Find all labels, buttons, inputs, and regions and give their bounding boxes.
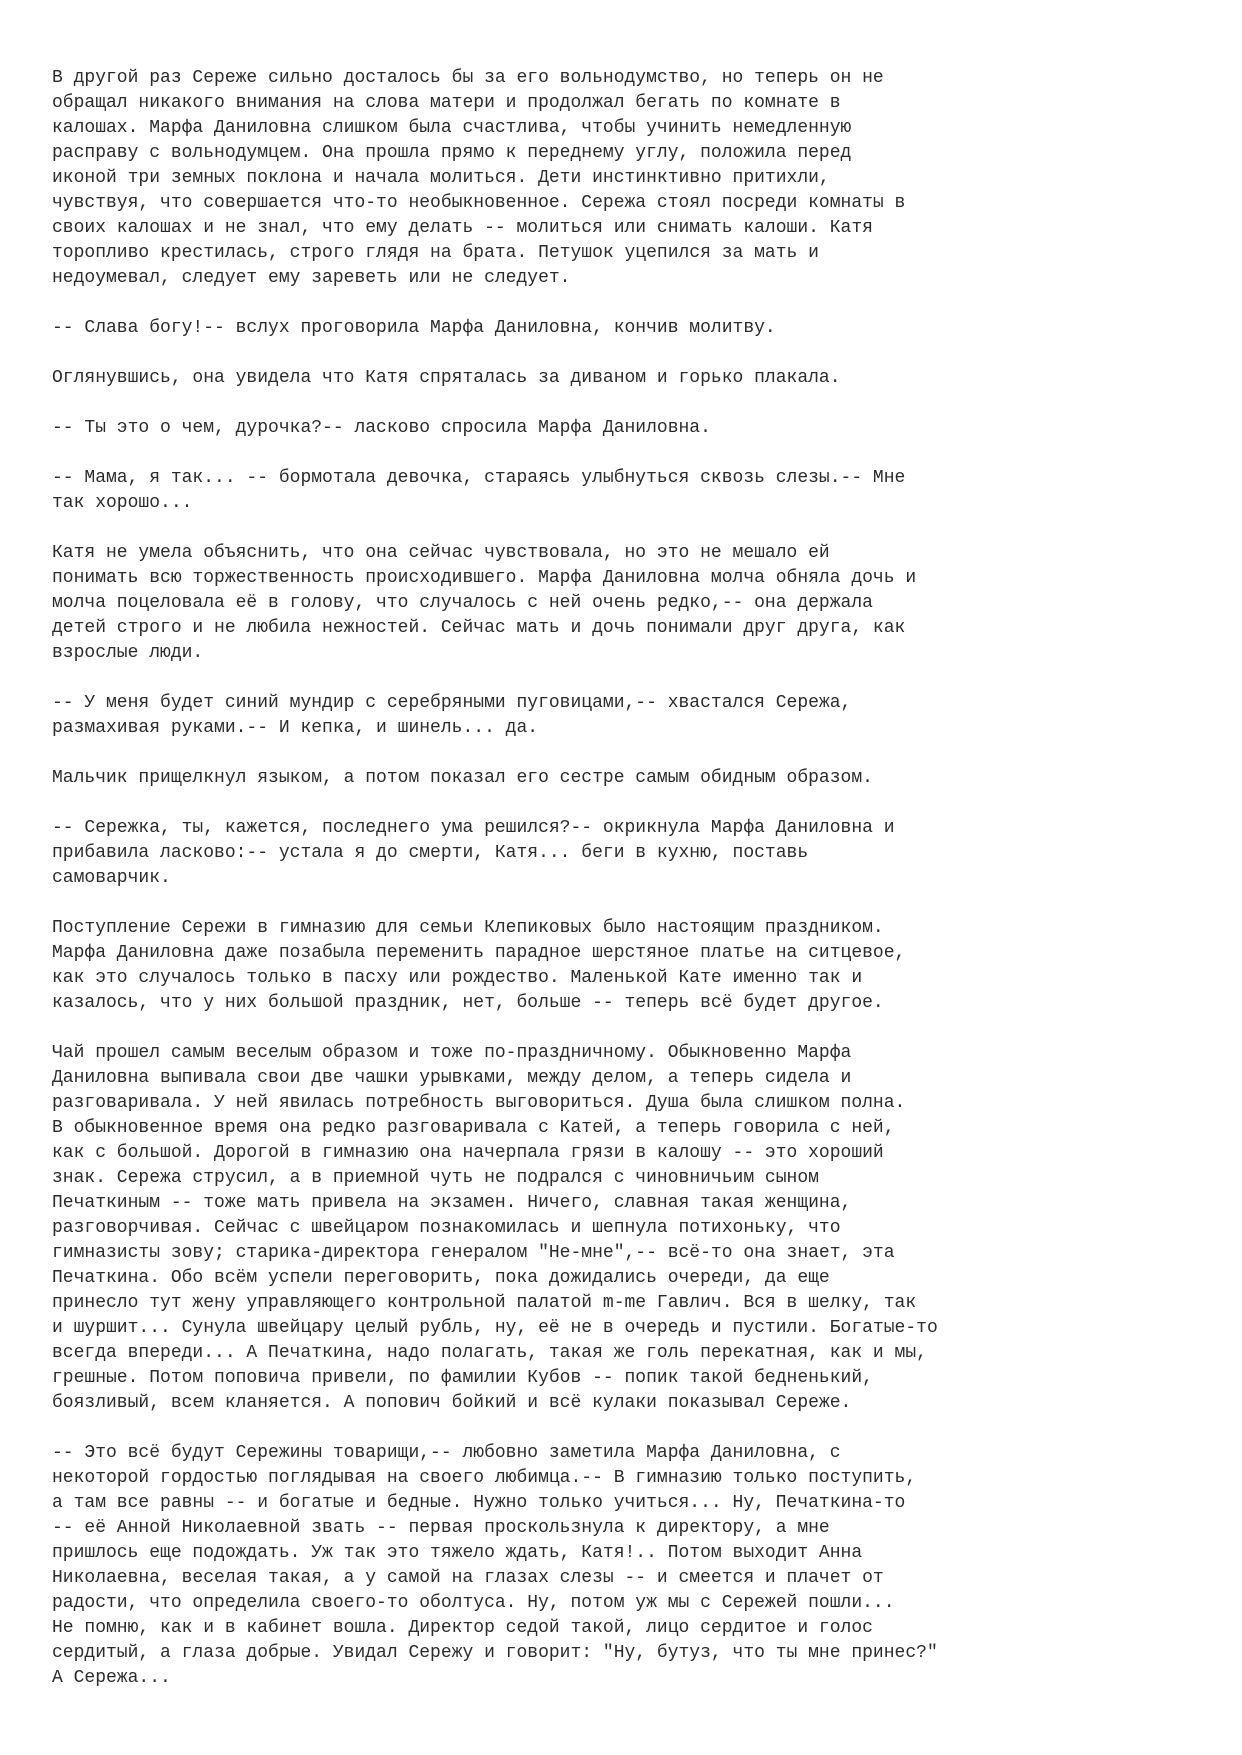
paragraph: Катя не умела объяснить, что она сейчас чувствовала, но это не мешало ей понимать всю торжественность происходившего. Марфа Даниловна молча обняла дочь и молча поцеловала её в голову, что случалось с ней очень редко,-- она держала детей строго и не любила нежностей. Сейчас мать и дочь понимали друг друга, как взрослые люди. [52, 543, 917, 663]
paragraph: Мальчик прищелкнул языком, а потом показал его сестре самым обидным образом. [52, 768, 873, 788]
paragraph: -- Ты это о чем, дурочка?-- ласково спросила Марфа Даниловна. [52, 418, 711, 438]
paragraph: -- У меня будет синий мундир с серебряными пуговицами,-- хвастался Сережа, размахивая руками.-- И кепка, и шинель... да. [52, 693, 852, 738]
paragraph: Чай прошел самым веселым образом и тоже по-праздничному. Обыкновенно Марфа Даниловна выпивала свои две чашки урывками, между делом, а теперь сидела и разговаривала. У ней явилась потребность выговориться. Душа была слишком полна. В обыкновенное время она редко разговаривала с Катей, а теперь говорила с ней, как с большой. Дорогой в гимназию она начерпала грязи в калошу -- это хороший знак. Сережа струсил, а в приемной чуть не подрался с чиновничьим сыном Печаткиным -- тоже мать привела на экзамен. Ничего, славная такая женщина, разговорчивая. Сейчас с швейцаром познакомилась и шепнула потихоньку, что гимназисты зову; старика-директора генералом "Не-мне",-- всё-то она знает, эта Печаткина. Обо всём успели переговорить, пока дожидались очереди, да еще принесло тут жену управляющего контрольной палатой m-me Гавлич. Вся в шелку, так и шуршит... Сунула швейцару целый рубль, ну, её не в очередь и пустили. Богатые-то всегда впереди... А Печаткина, надо полагать, такая же голь перекатная, как и мы, грешные. Потом поповича привели, по фамилии Кубов -- попик такой бедненький, боязливый, всем кланяется. А попович бойкий и всё кулаки показывал Сереже. [52, 1043, 938, 1413]
document-page [52, 66, 1212, 1716]
paragraph: -- Это всё будут Сережины товарищи,-- любовно заметила Марфа Даниловна, с некоторой гордостью поглядывая на своего любимца.-- В гимназию только поступить, а там все равны -- и богатые и бедные. Нужно только учиться... Ну, Печаткина-то -- её Анной Николаевной звать -- первая проскользнула к директору, а мне пришлось еще подождать. Уж так это тяжело ждать, Катя!.. Потом выходит Анна Николаевна, веселая такая, а у самой на глазах слезы -- и смеется и плачет от радости, что определила своего-то оболтуса. Ну, потом уж мы с Сережей пошли... Не помню, как и в кабинет вошла. Директор седой такой, лицо сердитое и голос сердитый, а глаза добрые. Увидал Сережу и говорит: "Ну, бутуз, что ты мне принес?" А Сережа... [52, 1443, 938, 1688]
paragraph: Оглянувшись, она увидела что Катя спряталась за диваном и горько плакала. [52, 368, 841, 388]
paragraph: -- Мама, я так... -- бормотала девочка, стараясь улыбнуться сквозь слезы.-- Мне так хорошо... [52, 468, 906, 513]
paragraph: В другой раз Сереже сильно досталось бы за его вольнодумство, но теперь он не обращал никакого внимания на слова матери и продолжал бегать по комнате в калошах. Марфа Даниловна слишком была счастлива, чтобы учинить немедленную расправу с вольнодумцем. Она прошла прямо к переднему углу, положила перед иконой три земных поклона и начала молиться. Дети инстинктивно притихли, чувствуя, что совершается что-то необыкновенное. Сережа стоял посреди комнаты в своих калошах и не знал, что ему делать -- молиться или снимать калоши. Катя торопливо крестилась, строго глядя на брата. Петушок уцепился за мать и недоумевал, следует ему зареветь или не следует. [52, 68, 906, 288]
paragraph: -- Слава богу!-- вслух проговорила Марфа Даниловна, кончив молитву. [52, 318, 776, 338]
paragraph: Поступление Сережи в гимназию для семьи Клепиковых было настоящим праздником. Марфа Даниловна даже позабыла переменить парадное шерстяное платье на ситцевое, как это случалось только в пасху или рождество. Маленькой Кате именно так и казалось, что у них большой праздник, нет, больше -- теперь всё будет другое. [52, 918, 906, 1013]
paragraph: -- Сережка, ты, кажется, последнего ума решился?-- окрикнула Марфа Даниловна и прибавила ласково:-- устала я до смерти, Катя... беги в кухню, поставь самоварчик. [52, 818, 895, 888]
